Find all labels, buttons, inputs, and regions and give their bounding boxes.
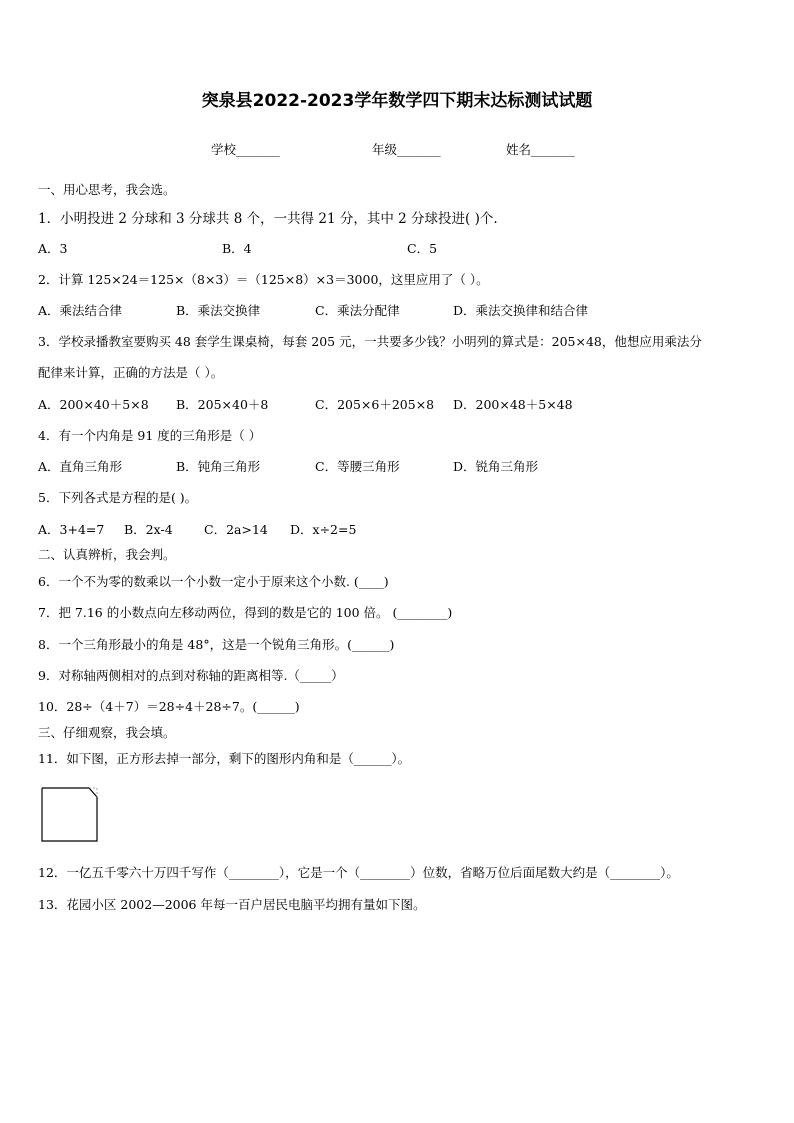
q4-option-b: B．钝角三角形 (176, 459, 261, 474)
q5-option-c: C．2a>14 (204, 522, 268, 537)
question-12: 12．一亿五千零六十万四千写作（________），它是一个（________）位数，省略万位后面尾数大约是（________）。 (38, 865, 679, 880)
question-10: 10．28÷（4＋7）＝28÷4＋28÷7。(______) (38, 699, 300, 714)
q1-option-a: A．3 (38, 241, 68, 256)
q4-option-c: C．等腰三角形 (315, 459, 400, 474)
question-13: 13．花园小区 2002—2006 年每一百户居民电脑平均拥有量如下图。 (38, 897, 426, 912)
q2-option-a: A．乘法结合律 (38, 303, 123, 318)
question-5: 5．下列各式是方程的是( )。 (38, 490, 198, 505)
q2-option-b: B．乘法交换律 (176, 303, 261, 318)
q2-option-c: C．乘法分配律 (315, 303, 400, 318)
section-2-heading: 二、认真辨析，我会判。 (38, 547, 176, 562)
school-field: 学校_______ (211, 142, 280, 157)
question-4: 4．有一个内角是 91 度的三角形是（ ） (38, 428, 262, 443)
exam-title: 突泉县2022-2023学年数学四下期末达标测试试题 (201, 91, 593, 111)
q1-option-c: C．5 (407, 241, 438, 256)
q4-option-a: A．直角三角形 (38, 459, 123, 474)
q4-option-d: D．锐角三角形 (453, 459, 539, 474)
q5-option-d: D．x÷2=5 (290, 522, 357, 537)
question-3-line-1: 3．学校录播教室要购买 48 套学生课桌椅，每套 205 元，一共要多少钱？小明列的算式是：205×48，他想应用乘法分 (38, 334, 702, 349)
section-1-heading: 一、用心思考，我会选。 (38, 182, 176, 197)
q3-option-b: B．205×40＋8 (176, 397, 269, 412)
q5-option-a: A．3+4=7 (38, 522, 105, 537)
q3-option-d: D．200×48＋5×48 (453, 397, 573, 412)
question-8: 8．一个三角形最小的角是 48°，这是一个锐角三角形。(______) (38, 637, 395, 652)
question-7: 7．把 7.16 的小数点向左移动两位，得到的数是它的 100 倍。 (________) (38, 605, 453, 620)
q5-option-b: B．2x-4 (124, 522, 173, 537)
question-2: 2．计算 125×24＝125×（8×3）＝（125×8）×3＝3000，这里应用了（ ）。 (38, 272, 489, 287)
question-3-line-2: 配律来计算，正确的方法是（ ）。 (38, 365, 224, 380)
name-field: 姓名_______ (506, 142, 575, 157)
question-1: 1．小明投进 2 分球和 3 分球共 8 个，一共得 21 分，其中 2 分球投进( )个. (38, 211, 498, 227)
grade-field: 年级_______ (372, 142, 441, 157)
q3-option-a: A．200×40＋5×8 (38, 397, 149, 412)
q3-option-c: C．205×6＋205×8 (315, 397, 435, 412)
section-3-heading: 三、仔细观察，我会填。 (38, 725, 176, 740)
question-6: 6．一个不为零的数乘以一个小数一定小于原来这个小数. (____) (38, 574, 389, 589)
question-9: 9．对称轴两侧相对的点到对称轴的距离相等.（_____） (38, 668, 344, 683)
q2-option-d: D．乘法交换律和结合律 (453, 303, 589, 318)
q1-option-b: B．4 (222, 241, 252, 256)
cut-square-figure (41, 787, 101, 843)
question-11: 11．如下图，正方形去掉一部分，剩下的图形内角和是（______）。 (38, 751, 411, 766)
